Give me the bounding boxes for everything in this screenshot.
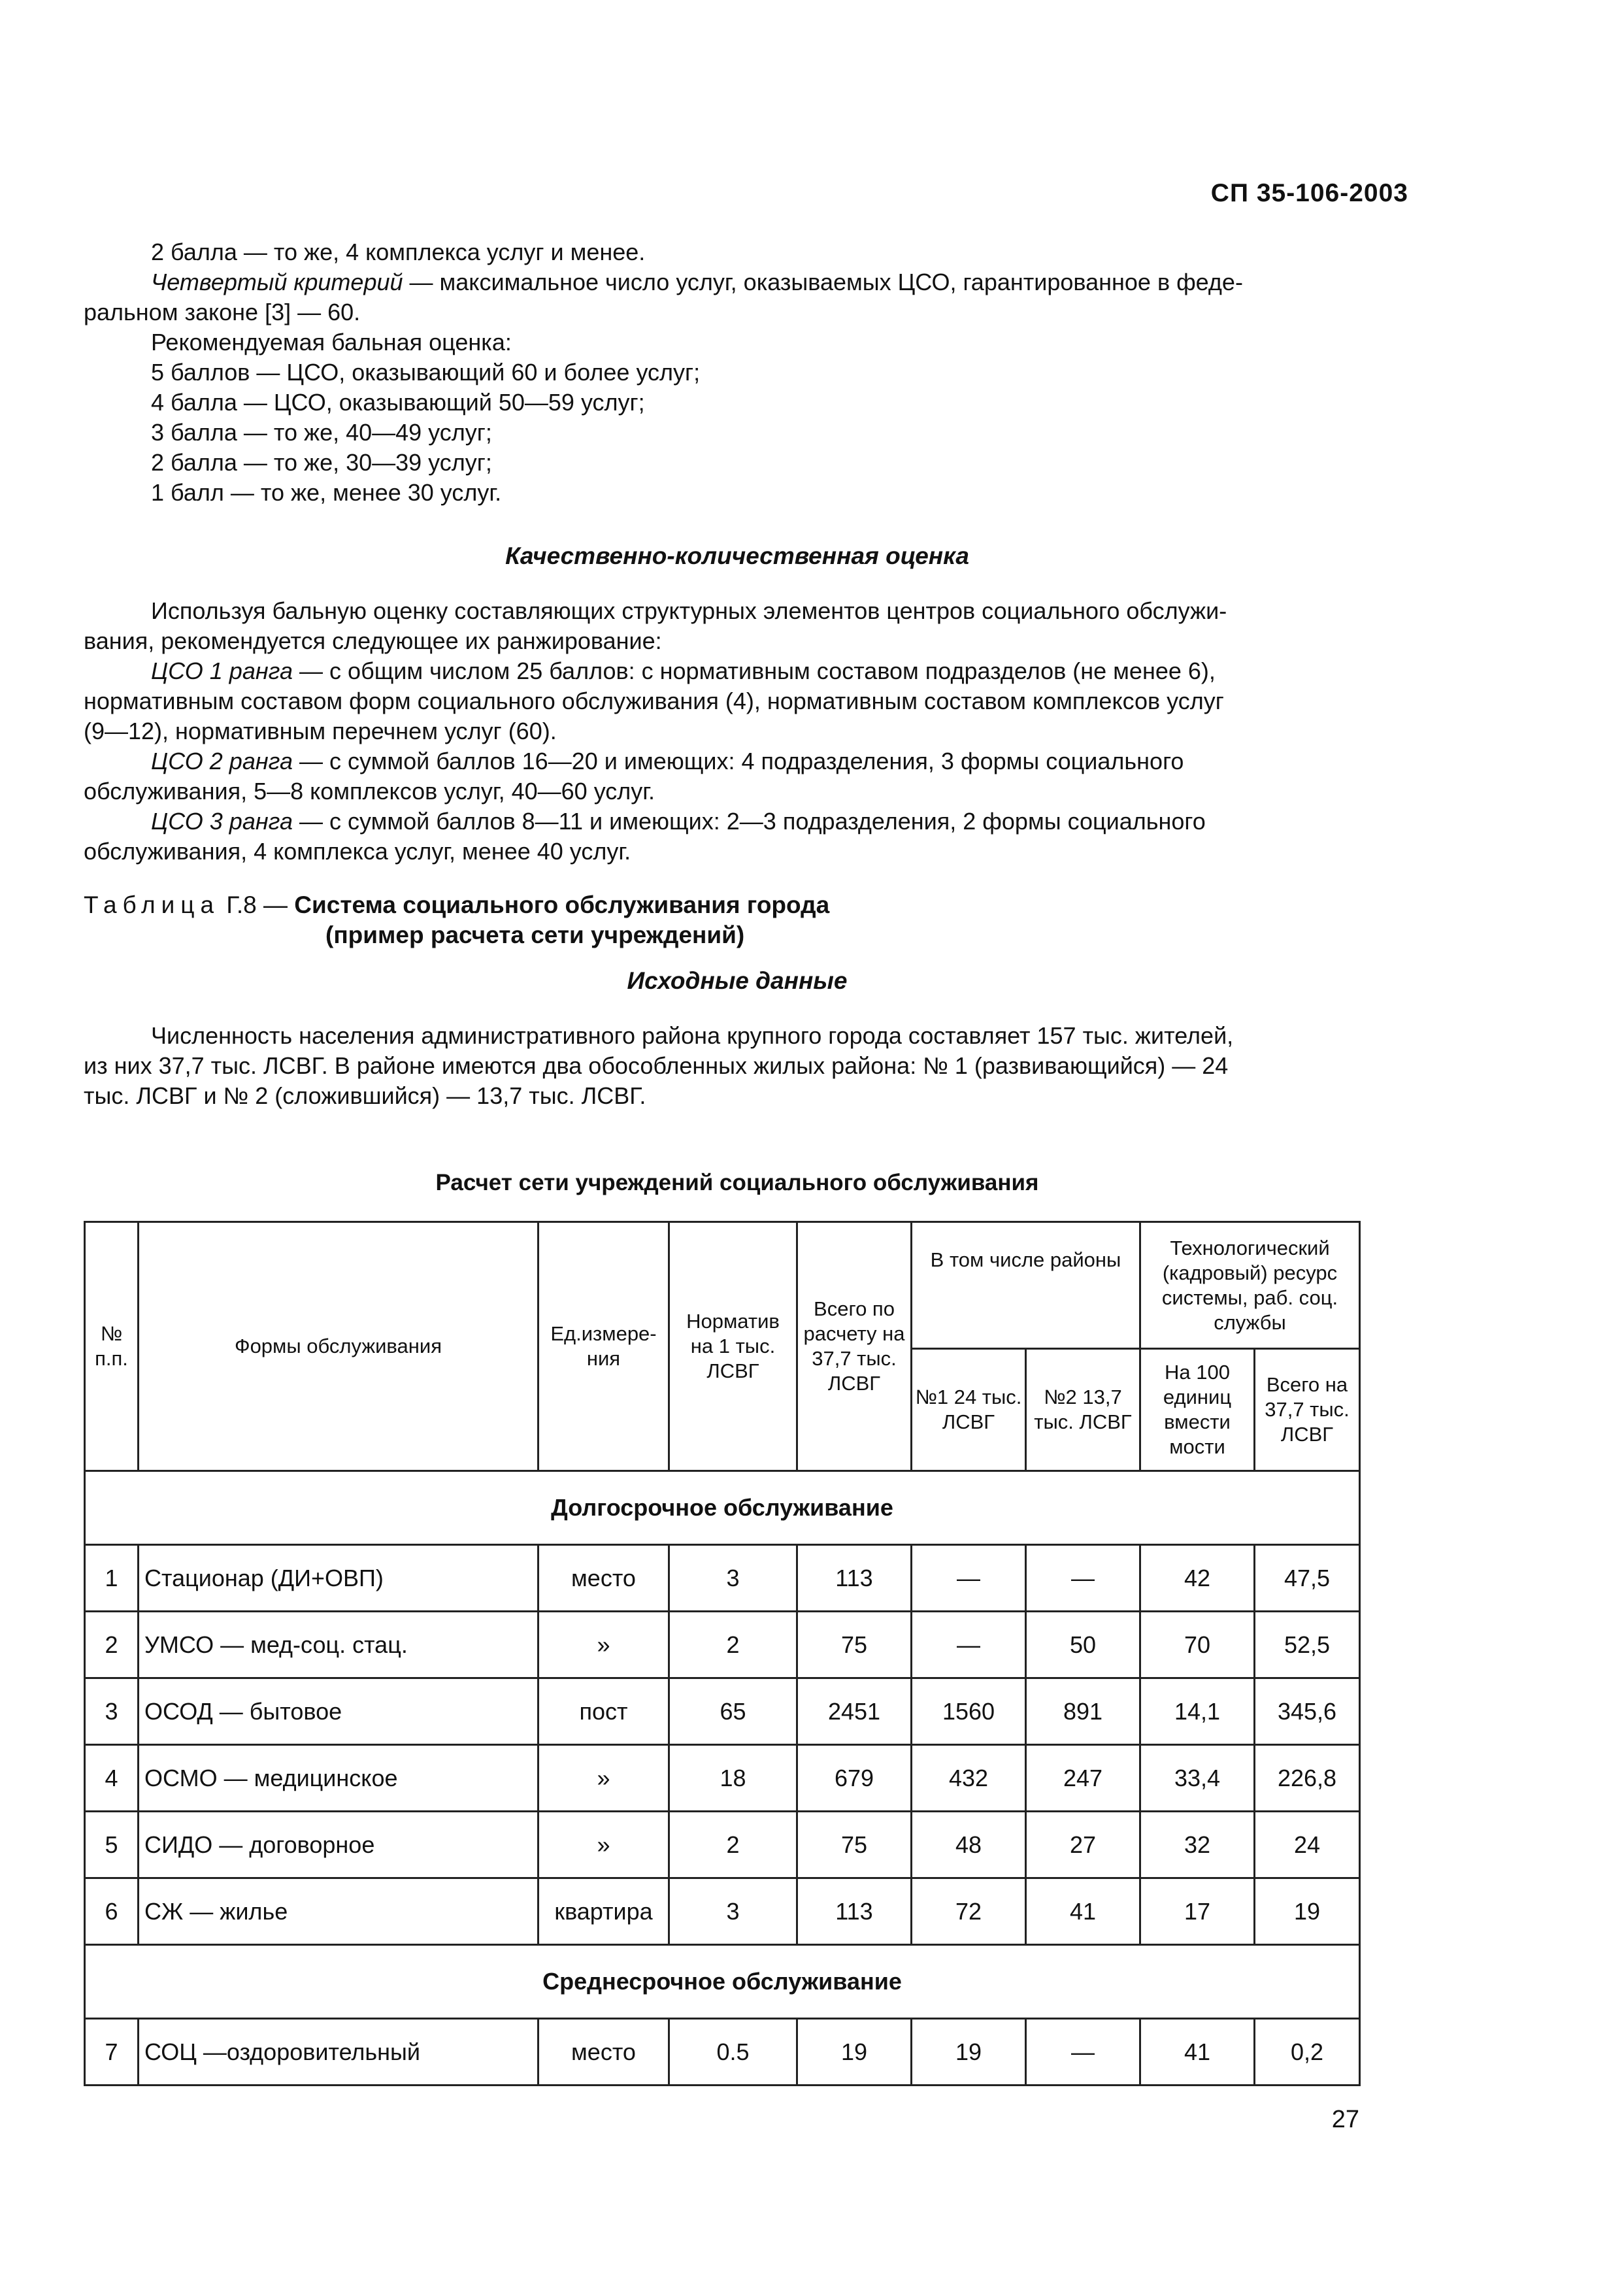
table-cell: 113 <box>797 1878 912 1945</box>
intro-line: 3 балла — то же, 40—49 услуг; <box>151 419 492 446</box>
table-row <box>85 1812 1360 1878</box>
criterion-paragraph: Четвертый критерий — максимальное число услуг, оказываемых ЦСО, гарантированное в феде- ральном законе [3] — 60. <box>84 269 1243 325</box>
table-cell: — <box>912 1545 1026 1612</box>
table-cell: 2 <box>669 1612 797 1678</box>
col-norm-header: Норматив на 1 тыс. ЛСВГ <box>669 1222 797 1471</box>
table-title: Расчет сети учреждений социального обслуживания <box>435 1170 1039 1195</box>
table-cell: 65 <box>669 1678 797 1745</box>
table-cell: место <box>539 1545 669 1612</box>
table-row <box>85 2019 1360 2086</box>
table-cell: 247 <box>1026 1745 1140 1812</box>
col-districts-header: В том числе районы <box>912 1222 1140 1349</box>
table-cell: СИДО — договорное <box>139 1812 539 1878</box>
table-caption-number: Г.8 — <box>226 891 288 918</box>
initial-data-heading: Исходные данные <box>627 967 848 994</box>
intro-line: 2 балла — то же, 4 комплекса услуг и менее. <box>151 239 646 265</box>
table-cell: 52,5 <box>1255 1612 1360 1678</box>
table-cell: 345,6 <box>1255 1678 1360 1745</box>
table-row <box>85 1878 1360 1945</box>
table-cell: 50 <box>1026 1612 1140 1678</box>
table-cell: 48 <box>912 1812 1026 1878</box>
table-caption-title: Система социального обслуживания города <box>294 891 830 918</box>
table-cell: 2 <box>85 1612 139 1678</box>
section-row <box>85 1471 1360 1545</box>
table-caption-prefix: Таблица <box>84 891 220 918</box>
document-code: СП 35-106-2003 <box>1210 179 1408 207</box>
table-cell: 2 <box>669 1812 797 1878</box>
col-d2-header: №2 13,7 тыс. ЛСВГ <box>1026 1349 1140 1471</box>
intro-line: 2 балла — то же, 30—39 услуг; <box>151 449 492 476</box>
col-per100-header: На 100 единиц вмести мости <box>1140 1349 1255 1471</box>
table-cell: ОСМО — медицинское <box>139 1745 539 1812</box>
col-unit-header: Ед.измере-ния <box>539 1222 669 1471</box>
initial-data-block <box>84 1021 1391 1111</box>
table-caption <box>84 890 829 950</box>
col-tech-header: Технологический (кадровый) ресурс системы, раб. соц. службы <box>1140 1222 1360 1349</box>
table-cell: » <box>539 1745 669 1812</box>
col-num-header: № п.п. <box>85 1222 139 1471</box>
table-cell: 19 <box>1255 1878 1360 1945</box>
table-caption-subtitle: (пример расчета сети учреждений) <box>325 922 745 948</box>
services-table <box>84 1221 1361 2086</box>
col-techtotal-header: Всего на 37,7 тыс. ЛСВГ <box>1255 1349 1360 1471</box>
table-cell: пост <box>539 1678 669 1745</box>
intro-block <box>84 237 1391 508</box>
table-cell: 679 <box>797 1745 912 1812</box>
table-cell: 0.5 <box>669 2019 797 2086</box>
section-title: Среднесрочное обслуживание <box>85 1945 1360 2019</box>
intro-line: 4 балла — ЦСО, оказывающий 50—59 услуг; <box>151 389 645 416</box>
table-row <box>85 1678 1360 1745</box>
criterion-label: Четвертый критерий <box>151 269 403 295</box>
table-cell: 70 <box>1140 1612 1255 1678</box>
table-cell: квартира <box>539 1878 669 1945</box>
table-cell: — <box>912 1612 1026 1678</box>
initial-data-paragraph: Численность населения административного района крупного города составляет 157 тыс. жителей, из них 37,7 тыс. ЛСВГ. В районе имеются два обособленных жилых района: № 1 (развивающийся) — 24 тыс. ЛСВГ и № 2 (сложившийся) — 13,7 тыс. ЛСВГ. <box>84 1022 1234 1109</box>
col-forms-header: Формы обслуживания <box>139 1222 539 1471</box>
table-cell: 432 <box>912 1745 1026 1812</box>
table-cell: 75 <box>797 1812 912 1878</box>
table-cell: 3 <box>85 1678 139 1745</box>
table-cell: 41 <box>1140 2019 1255 2086</box>
table-cell: 1 <box>85 1545 139 1612</box>
rank-3-paragraph: ЦСО 3 ранга — с суммой баллов 8—11 и имеющих: 2—3 подразделения, 2 формы социального обслуживания, 4 комплекса услуг, менее 40 услуг. <box>84 808 1206 865</box>
table-cell: » <box>539 1812 669 1878</box>
table-cell: 2451 <box>797 1678 912 1745</box>
table-cell: УМСО — мед-соц. стац. <box>139 1612 539 1678</box>
rank-2-paragraph: ЦСО 2 ранга — с суммой баллов 16—20 и имеющих: 4 подразделения, 3 формы социального обслуживания, 5—8 комплексов услуг, 40—60 услуг. <box>84 748 1184 805</box>
table-cell: Стационар (ДИ+ОВП) <box>139 1545 539 1612</box>
page-number: 27 <box>1331 2106 1359 2133</box>
section-row <box>85 1945 1360 2019</box>
intro-line: 1 балл — то же, менее 30 услуг. <box>151 479 502 506</box>
table-cell: 27 <box>1026 1812 1140 1878</box>
table-cell: 19 <box>912 2019 1026 2086</box>
table-cell: 3 <box>669 1545 797 1612</box>
intro-line: 5 баллов — ЦСО, оказывающий 60 и более услуг; <box>151 359 701 386</box>
col-d1-header: №1 24 тыс. ЛСВГ <box>912 1349 1026 1471</box>
table-cell: 7 <box>85 2019 139 2086</box>
table-cell: 14,1 <box>1140 1678 1255 1745</box>
table-cell: место <box>539 2019 669 2086</box>
table-cell: 1560 <box>912 1678 1026 1745</box>
table-cell: 47,5 <box>1255 1545 1360 1612</box>
table-cell: 113 <box>797 1545 912 1612</box>
table-cell: » <box>539 1612 669 1678</box>
table-cell: 891 <box>1026 1678 1140 1745</box>
table-cell: 41 <box>1026 1878 1140 1945</box>
table-cell: 32 <box>1140 1812 1255 1878</box>
table-cell: 226,8 <box>1255 1745 1360 1812</box>
table-cell: 17 <box>1140 1878 1255 1945</box>
table-cell: 18 <box>669 1745 797 1812</box>
table-cell: 6 <box>85 1878 139 1945</box>
table-cell: 3 <box>669 1878 797 1945</box>
table-cell: 24 <box>1255 1812 1360 1878</box>
table-cell: — <box>1026 2019 1140 2086</box>
table-row <box>85 1745 1360 1812</box>
rank-1-paragraph: ЦСО 1 ранга — с общим числом 25 баллов: с нормативным составом подразделов (не менее 6), нормативным составом форм социального обслуживания (4), нормативным составом комплексов услуг (9—12), нормативным перечнем услуг (60). <box>84 657 1224 744</box>
table-cell: СЖ — жилье <box>139 1878 539 1945</box>
table-cell: 4 <box>85 1745 139 1812</box>
intro-line: Рекомендуемая бальная оценка: <box>151 329 512 356</box>
table-cell: ОСОД — бытовое <box>139 1678 539 1745</box>
col-total-header: Всего по расчету на 37,7 тыс. ЛСВГ <box>797 1222 912 1471</box>
table-cell: 72 <box>912 1878 1026 1945</box>
table-row <box>85 1612 1360 1678</box>
table-cell: 5 <box>85 1812 139 1878</box>
table-cell: СОЦ —оздоровительный <box>139 2019 539 2086</box>
table-cell: 42 <box>1140 1545 1255 1612</box>
quality-heading: Качественно-количественная оценка <box>505 542 969 569</box>
table-cell: 19 <box>797 2019 912 2086</box>
table-row <box>85 1545 1360 1612</box>
table-cell: 0,2 <box>1255 2019 1360 2086</box>
quality-block <box>84 596 1391 867</box>
table-cell: 33,4 <box>1140 1745 1255 1812</box>
section-title: Долгосрочное обслуживание <box>85 1471 1360 1545</box>
table-cell: 75 <box>797 1612 912 1678</box>
quality-paragraph: Используя бальную оценку составляющих структурных элементов центров социального обслужи- вания, рекомендуется следующее их ранжирование: <box>84 597 1227 654</box>
table-cell: — <box>1026 1545 1140 1612</box>
